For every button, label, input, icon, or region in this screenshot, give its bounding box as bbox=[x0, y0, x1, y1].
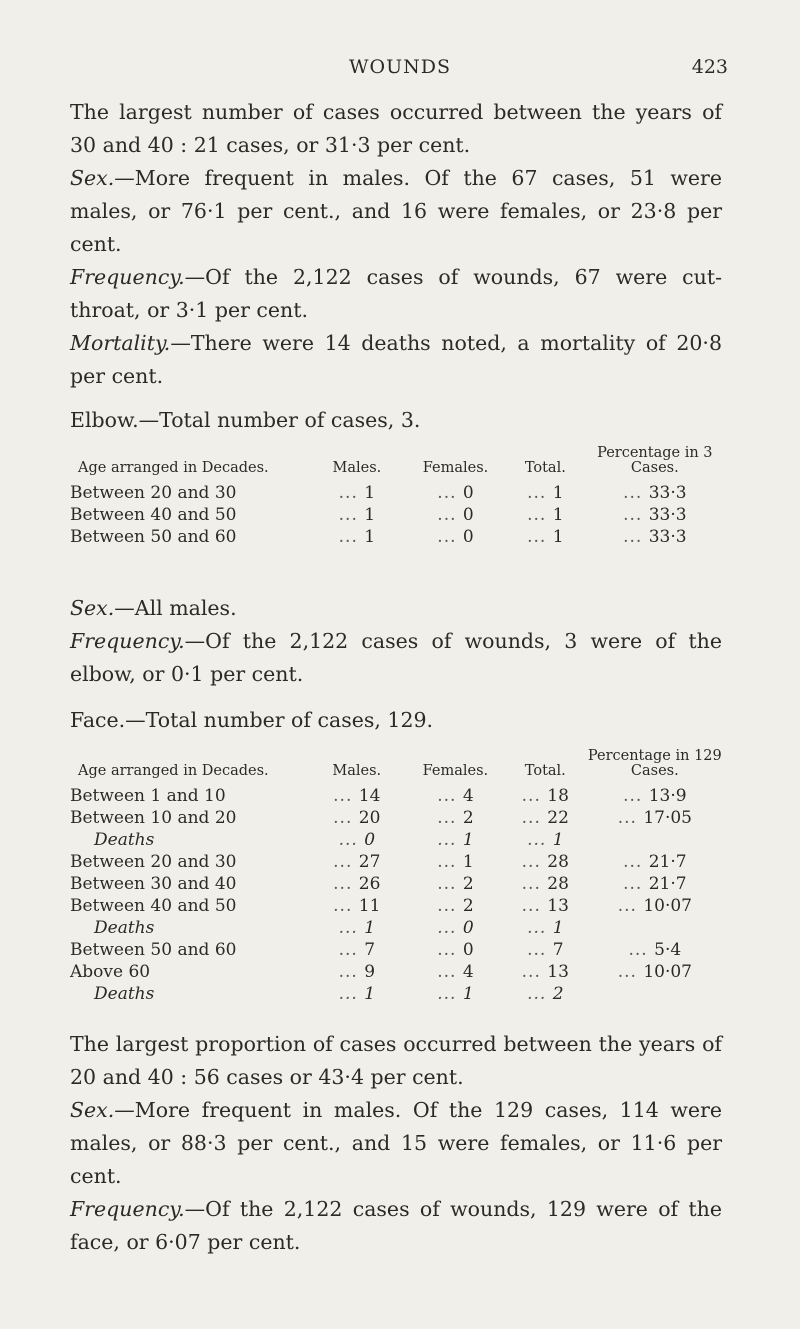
leader-dots: ... bbox=[333, 808, 359, 828]
females-value: 1 bbox=[462, 852, 474, 872]
percentage-value: 17·05 bbox=[643, 808, 692, 828]
leader-dots: ... bbox=[628, 940, 655, 960]
leader-dots: ... bbox=[338, 527, 365, 547]
leader-dots: ... bbox=[333, 786, 359, 806]
leader-dots: ... bbox=[527, 527, 553, 547]
frequency-label: Frequency. bbox=[70, 265, 185, 289]
leader-dots: ... bbox=[527, 940, 553, 960]
row-label-cell bbox=[70, 504, 306, 526]
males-cell bbox=[306, 785, 408, 807]
row-label: Between 30 and 40 bbox=[70, 874, 237, 894]
percentage-value: 33·3 bbox=[648, 505, 687, 525]
leader-dots: ... bbox=[437, 505, 463, 525]
frequency-text: —Of the 2,122 cases of wounds, 67 were cut-throat, or 3·1 per cent. bbox=[70, 265, 722, 322]
total-cell bbox=[503, 895, 588, 917]
males-value: 1 bbox=[364, 984, 376, 1004]
total-cell bbox=[503, 829, 588, 851]
leader-dots: ... bbox=[437, 940, 463, 960]
leader-dots: ... bbox=[437, 962, 463, 982]
males-cell bbox=[306, 917, 408, 939]
leader-dots: ... bbox=[527, 918, 553, 938]
frequency-label: Frequency. bbox=[70, 1197, 185, 1221]
row-label: Between 1 and 10 bbox=[70, 786, 226, 806]
males-value: 14 bbox=[358, 786, 381, 806]
females-cell bbox=[408, 504, 503, 526]
intro-sex-paragraph bbox=[70, 162, 722, 261]
total-value: 1 bbox=[552, 527, 564, 547]
page-number: 423 bbox=[691, 56, 728, 78]
percentage-cell bbox=[588, 785, 722, 807]
table-row bbox=[70, 917, 722, 939]
sex-label: Sex. bbox=[70, 166, 115, 190]
leader-dots: ... bbox=[437, 918, 463, 938]
row-label: Deaths bbox=[94, 918, 155, 938]
males-value: 1 bbox=[364, 505, 376, 525]
column-header: Percentage in 129 Cases. bbox=[587, 748, 722, 779]
leader-dots: ... bbox=[623, 527, 649, 547]
females-value: 1 bbox=[462, 830, 474, 850]
table-row bbox=[70, 939, 722, 961]
leader-dots: ... bbox=[437, 874, 463, 894]
leader-dots: ... bbox=[437, 852, 463, 872]
total-value: 28 bbox=[547, 852, 569, 872]
males-cell bbox=[306, 829, 408, 851]
leader-dots: ... bbox=[521, 808, 548, 828]
leader-dots: ... bbox=[521, 896, 548, 916]
total-cell bbox=[503, 851, 588, 873]
leader-dots: ... bbox=[623, 483, 649, 503]
face-sex-paragraph bbox=[70, 1094, 722, 1193]
leader-dots: ... bbox=[617, 808, 644, 828]
males-value: 11 bbox=[358, 896, 381, 916]
elbow-frequency-paragraph bbox=[70, 625, 722, 691]
leader-dots: ... bbox=[437, 984, 463, 1004]
leader-dots: ... bbox=[527, 830, 553, 850]
leader-dots: ... bbox=[437, 483, 463, 503]
females-value: 0 bbox=[462, 918, 474, 938]
leader-dots: ... bbox=[338, 505, 365, 525]
total-cell bbox=[503, 526, 588, 548]
row-label-cell bbox=[70, 983, 306, 1005]
total-value: 1 bbox=[552, 918, 564, 938]
males-cell bbox=[306, 482, 408, 504]
females-cell bbox=[408, 961, 503, 983]
total-cell bbox=[503, 961, 588, 983]
intro-mortality-paragraph bbox=[70, 327, 722, 393]
females-cell bbox=[408, 917, 503, 939]
row-label-cell bbox=[70, 785, 306, 807]
percentage-value: 33·3 bbox=[648, 527, 687, 547]
table-row bbox=[70, 526, 722, 548]
males-cell bbox=[306, 851, 408, 873]
leader-dots: ... bbox=[527, 984, 553, 1004]
leader-dots: ... bbox=[521, 962, 548, 982]
column-header: Females. bbox=[422, 763, 489, 779]
percentage-cell bbox=[588, 873, 722, 895]
face-heading: Face.—Total number of cases, 129. bbox=[70, 708, 434, 732]
females-cell bbox=[408, 526, 503, 548]
total-value: 13 bbox=[547, 962, 569, 982]
mortality-text: —There were 14 deaths noted, a mortality of 20·8 per cent. bbox=[70, 331, 722, 388]
total-value: 13 bbox=[547, 896, 569, 916]
table-row bbox=[70, 785, 722, 807]
frequency-label: Frequency. bbox=[70, 629, 185, 653]
row-label: Deaths bbox=[94, 984, 155, 1004]
females-cell bbox=[408, 829, 503, 851]
leader-dots: ... bbox=[527, 505, 553, 525]
total-value: 1 bbox=[552, 505, 564, 525]
percentage-value: 10·07 bbox=[643, 962, 692, 982]
leader-dots: ... bbox=[521, 874, 548, 894]
sex-text: —More frequent in males. Of the 129 cases, 114 were males, or 88·3 per cent., and 15 were females, or 11·6 per cent. bbox=[70, 1098, 722, 1188]
table-row bbox=[70, 504, 722, 526]
row-label-cell bbox=[70, 939, 306, 961]
row-label-cell bbox=[70, 482, 306, 504]
leader-dots: ... bbox=[521, 786, 548, 806]
column-header: Age arranged in Decades. bbox=[78, 763, 269, 779]
row-label-cell bbox=[70, 807, 306, 829]
males-cell bbox=[306, 961, 408, 983]
elbow-sex-paragraph bbox=[70, 592, 722, 625]
frequency-text: —Of the 2,122 cases of wounds, 3 were of the elbow, or 0·1 per cent. bbox=[70, 629, 722, 686]
total-cell bbox=[503, 917, 588, 939]
elbow-table bbox=[70, 446, 722, 548]
row-label-cell bbox=[70, 873, 306, 895]
males-value: 27 bbox=[358, 852, 381, 872]
females-cell bbox=[408, 851, 503, 873]
leader-dots: ... bbox=[338, 830, 365, 850]
frequency-text: —Of the 2,122 cases of wounds, 129 were of the face, or 6·07 per cent. bbox=[70, 1197, 722, 1254]
row-label: Between 40 and 50 bbox=[70, 505, 237, 525]
running-header bbox=[0, 56, 800, 86]
total-cell bbox=[503, 939, 588, 961]
percentage-cell bbox=[588, 807, 722, 829]
row-label-cell bbox=[70, 961, 306, 983]
total-cell bbox=[503, 807, 588, 829]
percentage-cell bbox=[588, 482, 722, 504]
leader-dots: ... bbox=[617, 896, 644, 916]
row-label: Between 20 and 30 bbox=[70, 852, 237, 872]
females-value: 2 bbox=[462, 808, 474, 828]
leader-dots: ... bbox=[338, 940, 365, 960]
mortality-label: Mortality. bbox=[70, 331, 171, 355]
leader-dots: ... bbox=[437, 808, 463, 828]
leader-dots: ... bbox=[623, 874, 649, 894]
percentage-value: 33·3 bbox=[648, 483, 687, 503]
leader-dots: ... bbox=[338, 984, 365, 1004]
males-value: 26 bbox=[358, 874, 381, 894]
total-cell bbox=[503, 482, 588, 504]
males-value: 1 bbox=[364, 918, 376, 938]
males-value: 20 bbox=[358, 808, 381, 828]
total-value: 1 bbox=[552, 830, 564, 850]
percentage-value: 21·7 bbox=[648, 852, 687, 872]
leader-dots: ... bbox=[623, 852, 649, 872]
leader-dots: ... bbox=[527, 483, 553, 503]
table-row bbox=[70, 961, 722, 983]
percentage-cell bbox=[588, 961, 722, 983]
leader-dots: ... bbox=[333, 896, 359, 916]
males-cell bbox=[306, 939, 408, 961]
total-value: 22 bbox=[547, 808, 569, 828]
total-cell bbox=[503, 873, 588, 895]
leader-dots: ... bbox=[617, 962, 644, 982]
percentage-cell bbox=[588, 895, 722, 917]
males-cell bbox=[306, 895, 408, 917]
males-value: 9 bbox=[364, 962, 376, 982]
females-value: 0 bbox=[462, 527, 474, 547]
leader-dots: ... bbox=[521, 852, 548, 872]
males-value: 0 bbox=[364, 830, 376, 850]
intro-frequency-paragraph bbox=[70, 261, 722, 327]
running-title: WOUNDS bbox=[349, 56, 451, 78]
column-header: Percentage in 3 Cases. bbox=[597, 445, 713, 476]
females-cell bbox=[408, 482, 503, 504]
females-value: 0 bbox=[462, 940, 474, 960]
column-header: Total. bbox=[524, 460, 566, 476]
females-value: 2 bbox=[462, 874, 474, 894]
row-label-cell bbox=[70, 829, 306, 851]
elbow-heading: Elbow.—Total number of cases, 3. bbox=[70, 408, 421, 432]
females-value: 0 bbox=[462, 505, 474, 525]
total-cell bbox=[503, 785, 588, 807]
table-row bbox=[70, 895, 722, 917]
column-header: Females. bbox=[422, 460, 489, 476]
females-value: 4 bbox=[462, 786, 474, 806]
females-value: 1 bbox=[462, 984, 474, 1004]
row-label: Deaths bbox=[94, 830, 155, 850]
percentage-cell bbox=[588, 851, 722, 873]
percentage-cell bbox=[588, 829, 722, 851]
table-row bbox=[70, 807, 722, 829]
face-frequency-paragraph bbox=[70, 1193, 722, 1259]
males-value: 1 bbox=[364, 483, 376, 503]
sex-label: Sex. bbox=[70, 596, 115, 620]
total-value: 2 bbox=[552, 984, 564, 1004]
percentage-value: 21·7 bbox=[648, 874, 687, 894]
sex-text: —More frequent in males. Of the 67 cases, 51 were males, or 76·1 per cent., and 16 were females, or 23·8 per cent. bbox=[70, 166, 722, 256]
percentage-cell bbox=[588, 983, 722, 1005]
leader-dots: ... bbox=[338, 962, 365, 982]
leader-dots: ... bbox=[437, 527, 463, 547]
row-label: Between 20 and 30 bbox=[70, 483, 237, 503]
leader-dots: ... bbox=[338, 483, 365, 503]
leader-dots: ... bbox=[437, 830, 463, 850]
percentage-cell bbox=[588, 504, 722, 526]
leader-dots: ... bbox=[437, 786, 463, 806]
percentage-value: 10·07 bbox=[643, 896, 692, 916]
row-label: Between 50 and 60 bbox=[70, 940, 237, 960]
females-cell bbox=[408, 873, 503, 895]
column-header: Age arranged in Decades. bbox=[78, 460, 269, 476]
total-value: 7 bbox=[552, 940, 564, 960]
leader-dots: ... bbox=[623, 786, 649, 806]
table-header-row bbox=[70, 446, 722, 482]
males-cell bbox=[306, 807, 408, 829]
table-row bbox=[70, 851, 722, 873]
females-cell bbox=[408, 895, 503, 917]
column-header: Total. bbox=[524, 763, 566, 779]
females-cell bbox=[408, 939, 503, 961]
row-label-cell bbox=[70, 917, 306, 939]
females-value: 0 bbox=[462, 483, 474, 503]
females-cell bbox=[408, 983, 503, 1005]
males-value: 7 bbox=[364, 940, 376, 960]
column-header: Males. bbox=[332, 763, 382, 779]
percentage-cell bbox=[588, 526, 722, 548]
row-label: Above 60 bbox=[70, 962, 151, 982]
row-label-cell bbox=[70, 895, 306, 917]
leader-dots: ... bbox=[623, 505, 649, 525]
percentage-value: 5·4 bbox=[654, 940, 682, 960]
row-label-cell bbox=[70, 526, 306, 548]
males-cell bbox=[306, 526, 408, 548]
sex-label: Sex. bbox=[70, 1098, 115, 1122]
table-row bbox=[70, 829, 722, 851]
sex-text: —All males. bbox=[114, 596, 237, 620]
face-table bbox=[70, 749, 722, 1005]
row-label: Between 50 and 60 bbox=[70, 527, 237, 547]
percentage-cell bbox=[588, 939, 722, 961]
row-label: Between 40 and 50 bbox=[70, 896, 237, 916]
leader-dots: ... bbox=[338, 918, 365, 938]
percentage-cell bbox=[588, 917, 722, 939]
leader-dots: ... bbox=[333, 852, 359, 872]
total-value: 28 bbox=[547, 874, 569, 894]
face-largest-paragraph: The largest proportion of cases occurred between the years of 20 and 40 : 56 cases or 43·4 per cent. bbox=[70, 1032, 722, 1089]
total-value: 18 bbox=[547, 786, 569, 806]
females-value: 4 bbox=[462, 962, 474, 982]
females-cell bbox=[408, 785, 503, 807]
total-value: 1 bbox=[552, 483, 564, 503]
table-row bbox=[70, 983, 722, 1005]
row-label: Between 10 and 20 bbox=[70, 808, 237, 828]
total-cell bbox=[503, 504, 588, 526]
females-value: 2 bbox=[462, 896, 474, 916]
males-cell bbox=[306, 983, 408, 1005]
percentage-value: 13·9 bbox=[648, 786, 687, 806]
males-cell bbox=[306, 873, 408, 895]
total-cell bbox=[503, 983, 588, 1005]
leader-dots: ... bbox=[437, 896, 463, 916]
leader-dots: ... bbox=[333, 874, 359, 894]
table-row bbox=[70, 873, 722, 895]
males-value: 1 bbox=[364, 527, 376, 547]
table-row bbox=[70, 482, 722, 504]
table-header-row bbox=[70, 749, 722, 785]
column-header: Males. bbox=[332, 460, 382, 476]
females-cell bbox=[408, 807, 503, 829]
intro-largest-paragraph: The largest number of cases occurred between the years of 30 and 40 : 21 cases, or 31·3 per cent. bbox=[70, 100, 722, 157]
row-label-cell bbox=[70, 851, 306, 873]
males-cell bbox=[306, 504, 408, 526]
